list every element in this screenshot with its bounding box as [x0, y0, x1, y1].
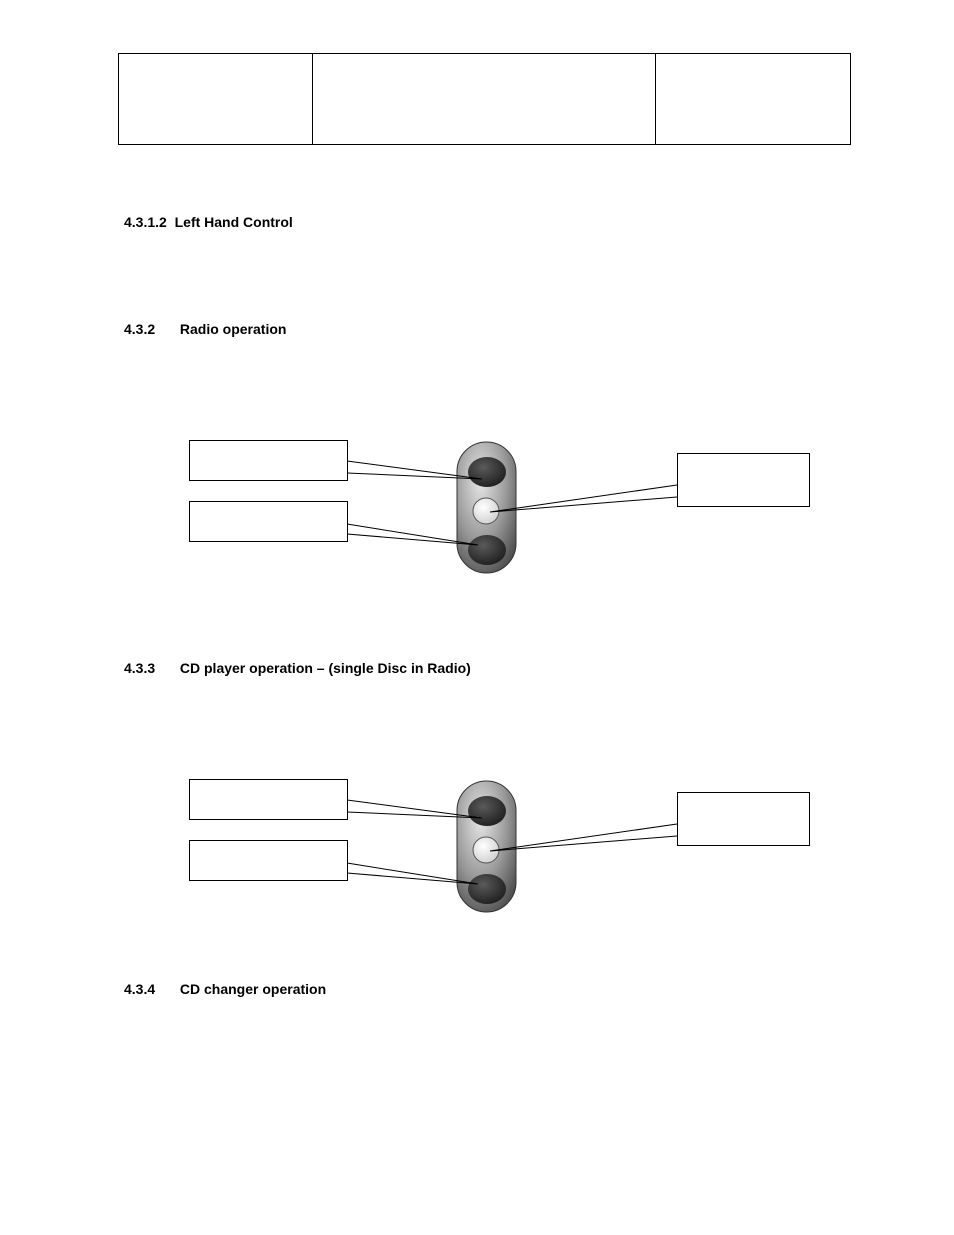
callout-box-top-left: [190, 780, 348, 820]
section-heading-radio-operation: [124, 321, 286, 337]
cd-player-control-diagram: [0, 776, 954, 916]
header-cell-left: [119, 54, 313, 145]
pod-lower-button: [468, 874, 506, 904]
callout-box-bottom-left: [190, 502, 348, 542]
header-cell-right: [656, 54, 851, 145]
pod-upper-button: [468, 457, 506, 487]
pod-lower-button: [468, 535, 506, 565]
leader-line-right: [490, 485, 677, 512]
section-title: CD player operation – (single Disc in Radio): [179, 660, 471, 676]
radio-control-diagram: [0, 437, 954, 577]
section-number: 4.3.3: [124, 660, 156, 676]
callout-box-right: [678, 454, 810, 507]
pod-upper-button: [468, 796, 506, 826]
callout-box-right: [678, 793, 810, 846]
section-number: 4.3.4: [124, 981, 156, 997]
callout-box-top-left: [190, 441, 348, 481]
header-cell-center: [313, 54, 656, 145]
leader-line-right: [490, 824, 677, 851]
section-heading-left-hand-control: [124, 214, 293, 230]
callout-box-bottom-left: [190, 841, 348, 881]
section-number: 4.3.1.2: [124, 214, 167, 230]
section-title: Radio operation: [179, 321, 287, 337]
section-title: CD changer operation: [179, 981, 327, 997]
section-number: 4.3.2: [124, 321, 156, 337]
section-heading-cd-player-operation: [124, 660, 471, 676]
section-title: Left Hand Control: [174, 214, 293, 230]
section-heading-cd-changer-operation: [124, 981, 326, 997]
document-header-table: [118, 53, 851, 145]
